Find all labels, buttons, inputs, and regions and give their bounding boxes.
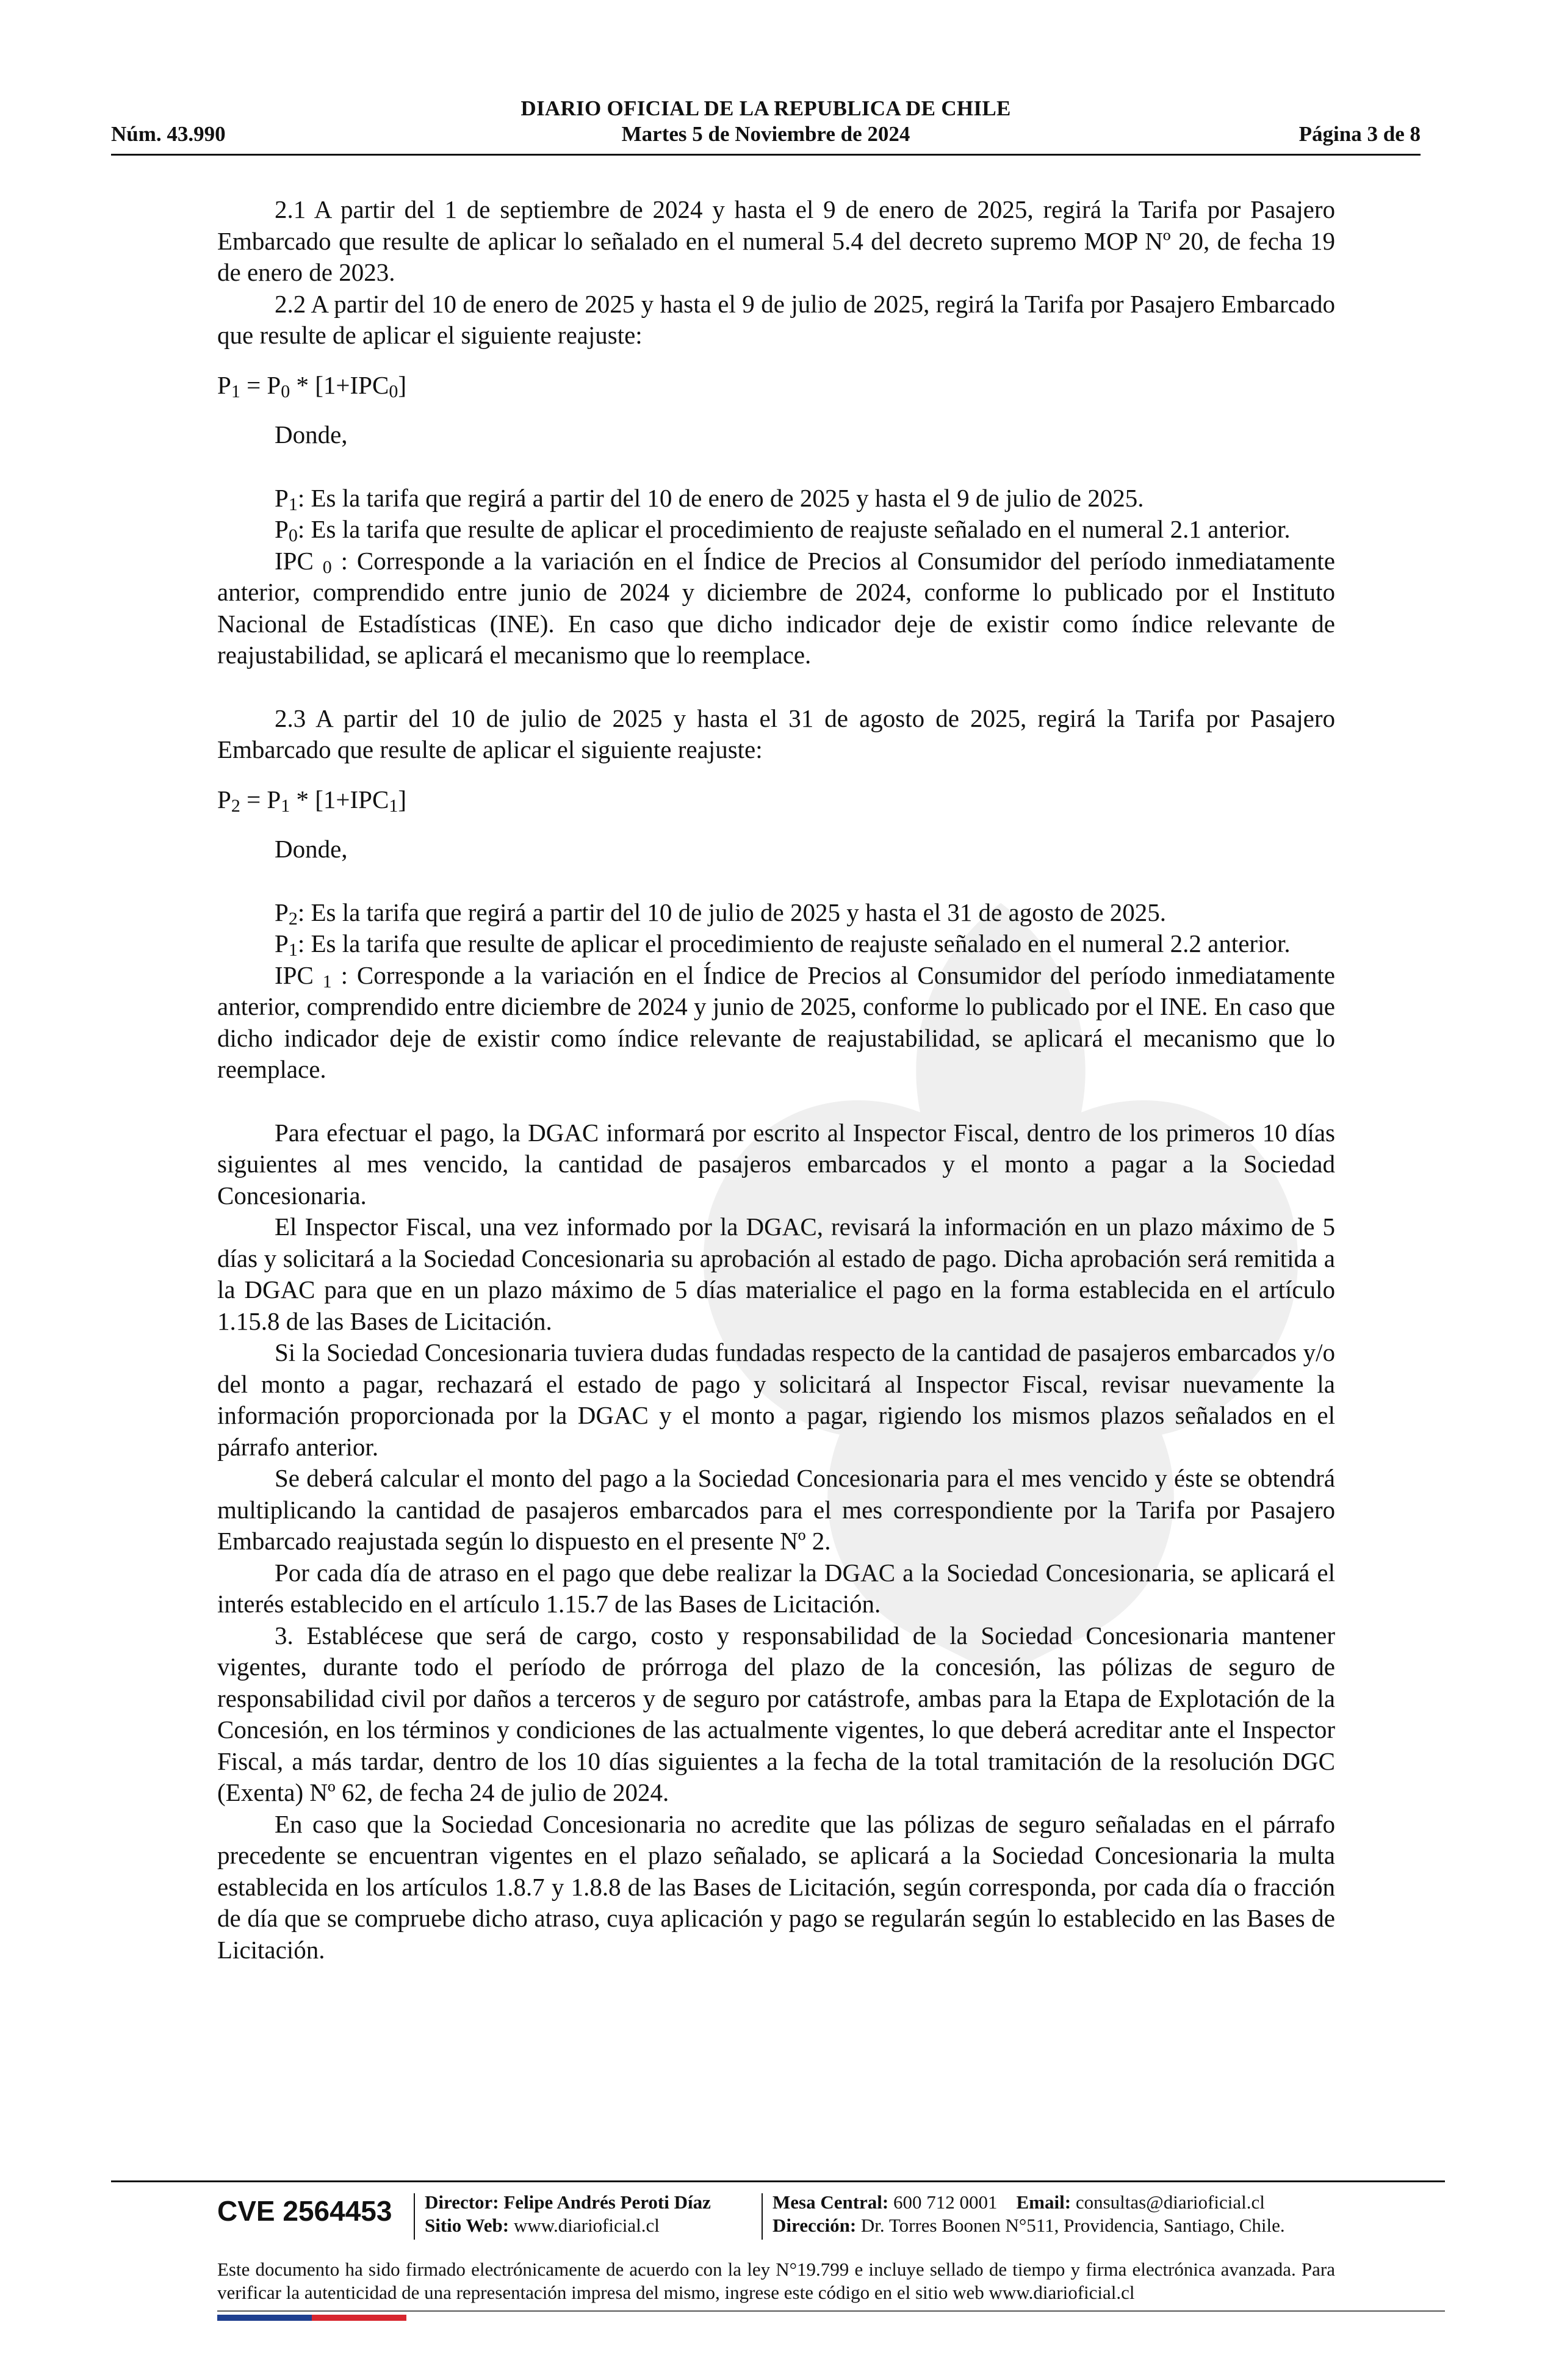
footer	[217, 2191, 1335, 2246]
email-link[interactable]: consultas@diarioficial.cl	[1075, 2191, 1265, 2213]
header-divider	[111, 154, 1421, 156]
payment-paragraph-1: Para efectuar el pago, la DGAC informará por escrito al Inspector Fiscal, dentro de los primeros 10 días siguientes al mes vencido, la cantidad de pasajeros embarcados y el monto a pagar a la Sociedad Concesionaria.	[217, 1118, 1335, 1210]
donde-label-1: Donde,	[275, 420, 348, 449]
paragraph-2-3: 2.3 A partir del 10 de julio de 2025 y hasta el 31 de agosto de 2025, regirá la Tarifa por Pasajero Embarcado que resulte de aplicar el siguiente reajuste:	[217, 704, 1335, 763]
footer-director-block: Director: Felipe Andrés Peroti Díaz Sitio Web: www.diarioficial.cl	[425, 2191, 711, 2236]
definition-p1b: $P_1$: Es la tarifa que resulte de aplicar el procedimiento de reajuste señalado en el numeral 2.2 anterior.	[275, 929, 1291, 960]
director-name: Felipe Andrés Peroti Díaz	[503, 2191, 711, 2213]
payment-paragraph-5: Por cada día de atraso en el pago que debe realizar la DGAC a la Sociedad Concesionaria, se aplicará el interés establecido en el artículo 1.15.7 de las Bases de Licitación.	[217, 1558, 1335, 1618]
address: Dr. Torres Boonen N°511, Providencia, Santiago, Chile.	[860, 2215, 1285, 2236]
paragraph-3: 3. Establécese que será de cargo, costo y responsabilidad de la Sociedad Concesionaria mantener vigentes, durante todo el período de prórroga del plazo de la concesión, las pólizas de seguro de responsabilidad civil por daños a terceros y de seguro por catástrofe, ambas para la Etapa de Explotación de la Concesión, en los términos y condiciones de las actualmente vigentes, lo que deberá acreditar ante el Inspector Fiscal, a más tardar, dentro de los 10 días siguientes a la fecha de la total tramitación de la resolución DGC (Exenta) Nº 62, de fecha 24 de julio de 2024.	[217, 1621, 1335, 1806]
header-info	[111, 122, 1421, 149]
newspaper-title: DIARIO OFICIAL DE LA REPUBLICA DE CHILE	[520, 96, 1011, 120]
donde-label-2: Donde,	[275, 835, 348, 863]
footer-divider	[111, 2180, 1445, 2182]
footer-contact-block: Mesa Central: 600 712 0001 Email: consultas@diarioficial.cl Dirección: Dr. Torres Boonen N°511, Providencia, Santiago, Chile.	[773, 2191, 1285, 2236]
formula-p1: $P_1 = P_0 * [1+IPC_0]$	[217, 370, 406, 402]
paragraph-2-1: 2.1 A partir del 1 de septiembre de 2024 y hasta el 9 de enero de 2025, regirá la Tarifa por Pasajero Embarcado que resulte de aplicar lo señalado en el numeral 5.4 del decreto supremo MOP Nº 20, de fecha 19 de enero de 2023.	[217, 195, 1335, 286]
flag-red-segment	[312, 2315, 406, 2321]
footer-separator	[762, 2193, 763, 2240]
footer-bottom-rule	[217, 2310, 1445, 2312]
flag-blue-segment	[217, 2315, 312, 2321]
flag-stripe	[217, 2315, 406, 2321]
paragraph-3b: En caso que la Sociedad Concesionaria no acredite que las pólizas de seguro señaladas en el párrafo precedente se encuentran vigentes en el plazo señalado, se aplicará a la Sociedad Concesionaria la multa establecida en los artículos 1.8.7 y 1.8.8 de las Bases de Licitación, según corresponda, por cada día o fracción de día que se compruebe dicho atraso, cuya aplicación y pago se regularán según lo establecido en las Bases de Licitación.	[217, 1809, 1335, 1964]
payment-paragraph-4: Se deberá calcular el monto del pago a la Sociedad Concesionaria para el mes vencido y éste se obtendrá multiplicando la cantidad de pasajeros embarcados para el mes correspondiente por la Tarifa por Pasajero Embarcado reajustada según lo dispuesto en el presente Nº 2.	[217, 1464, 1335, 1555]
signature-note: Este documento ha sido firmado electrónicamente de acuerdo con la ley N°19.799 e incluye sellado de tiempo y firma electrónica avanzada. Para verificar la autenticidad de una representación impresa del mismo, ingrese este código en el sitio web www.diarioficial.cl	[217, 2259, 1335, 2303]
paragraph-2-2: 2.2 A partir del 10 de enero de 2025 y hasta el 9 de julio de 2025, regirá la Tarifa por Pasajero Embarcado que resulte de aplicar el siguiente reajuste:	[217, 289, 1335, 349]
definition-ipc0: IPC $_0$ : Corresponde a la variación en el Índice de Precios al Consumidor del período inmediatamente anterior, comprendido entre junio de 2024 y diciembre de 2024, conforme lo publicado por el Instituto Nacional de Estadísticas (INE). En caso que dicho indicador deje de existir como índice relevante de reajustabilidad, se aplicará el mecanismo que lo reemplace.	[217, 546, 1336, 669]
payment-paragraph-3: Si la Sociedad Concesionaria tuviera dudas fundadas respecto de la cantidad de pasajeros embarcados y/o del monto a pagar, rechazará el estado de pago y solicitará al Inspector Fiscal, revisar nuevamente la información proporcionada por la DGAC y el monto a pagar, rigiendo los mismos plazos señalados en el párrafo anterior.	[217, 1338, 1335, 1461]
definition-ipc1: IPC $_1$ : Corresponde a la variación en el Índice de Precios al Consumidor del período inmediatamente anterior, comprendido entre diciembre de 2024 y junio de 2025, conforme lo publicado por el INE. En caso que dicho indicador deje de existir como índice relevante de reajustabilidad, se aplicará el mecanismo que lo reemplace.	[217, 961, 1336, 1083]
definition-p0: $P_0$: Es la tarifa que resulte de aplicar el procedimiento de reajuste señalado en el numeral 2.1 anterior.	[275, 515, 1291, 546]
issue-number: Núm. 43.990	[111, 122, 226, 146]
formula-p2: $P_2 = P_1 * [1+IPC_1]$	[217, 785, 406, 816]
website-link[interactable]: www.diarioficial.cl	[513, 2215, 660, 2236]
definition-p2: $P_2$: Es la tarifa que regirá a partir del 10 de julio de 2025 y hasta el 31 de agosto de 2025.	[275, 898, 1166, 929]
article-body	[217, 194, 1335, 1966]
phone-number: 600 712 0001	[893, 2191, 998, 2213]
page-indicator: Página 3 de 8	[1298, 122, 1421, 146]
footer-separator	[414, 2193, 415, 2240]
issue-date: Martes 5 de Noviembre de 2024	[621, 122, 910, 146]
payment-paragraph-2: El Inspector Fiscal, una vez informado por la DGAC, revisará la información en un plazo máximo de 5 días y solicitará a la Sociedad Concesionaria su aprobación al estado de pago. Dicha aprobación será remitida a la DGAC para que en un plazo máximo de 5 días materialice el pago en la forma establecida en el artículo 1.15.8 de las Bases de Licitación.	[217, 1213, 1335, 1335]
definition-p1: $P_1$: Es la tarifa que regirá a partir del 10 de enero de 2025 y hasta el 9 de julio de 2025.	[275, 483, 1144, 514]
cve-code: CVE 2564453	[217, 2195, 392, 2227]
